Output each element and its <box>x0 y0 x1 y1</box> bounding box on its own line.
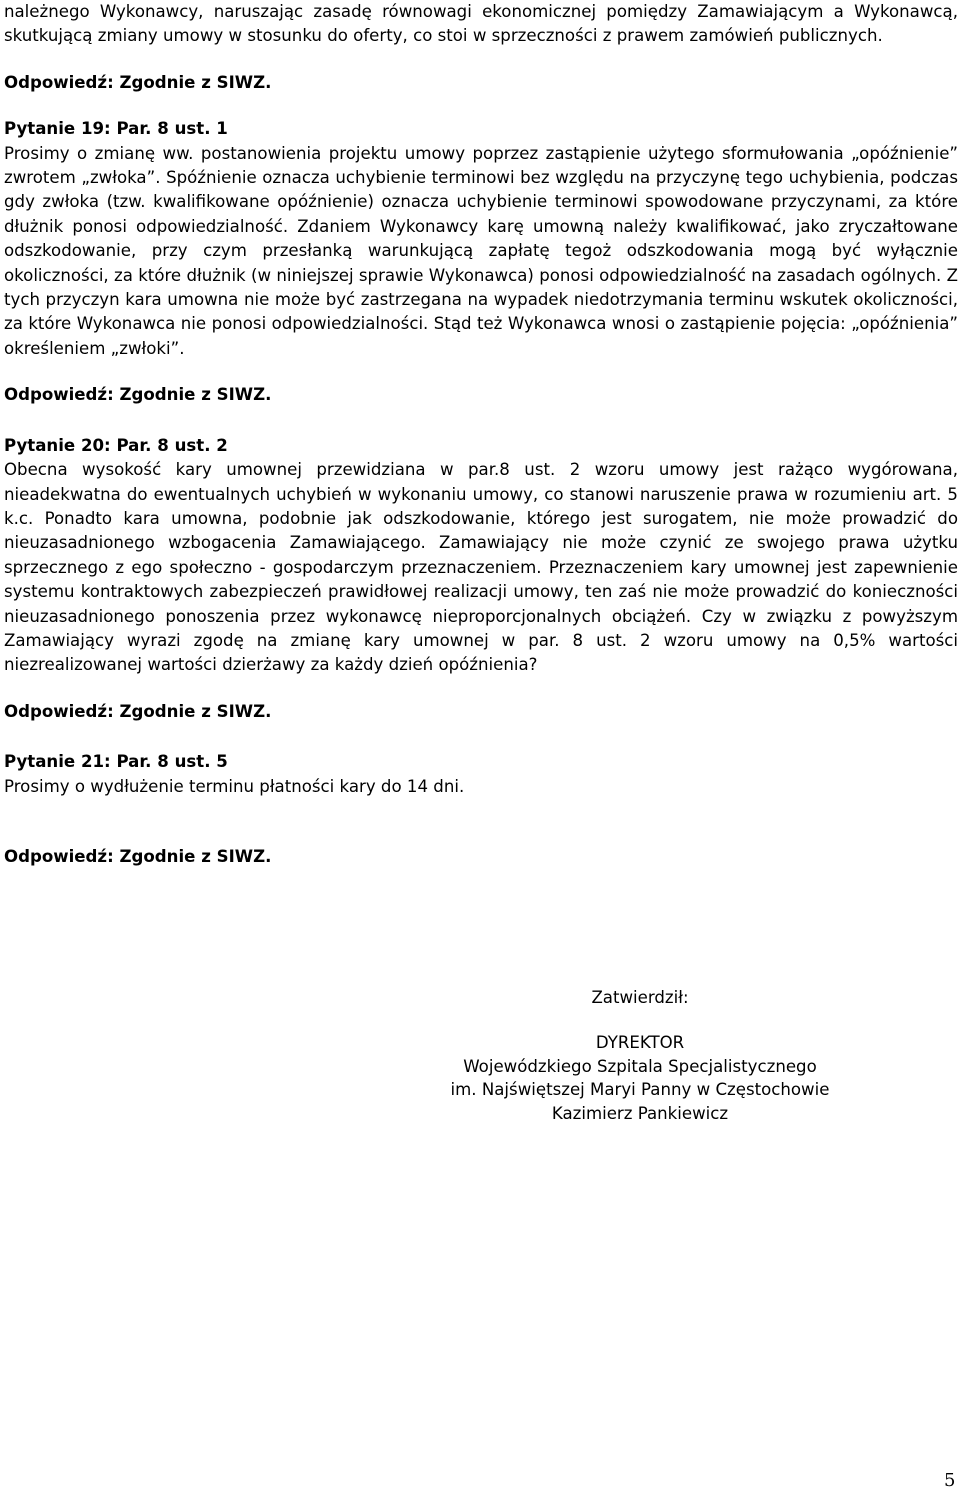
question-19-heading: Pytanie 19: Par. 8 ust. 1 <box>4 119 228 139</box>
signature-title: DYREKTOR <box>595 1033 685 1053</box>
question-19-answer: Odpowiedź: Zgodnie z SIWZ. <box>4 385 272 405</box>
signature-approved: Zatwierdził: <box>591 988 689 1007</box>
intro-answer: Odpowiedź: Zgodnie z SIWZ. <box>4 72 272 92</box>
question-20-heading: Pytanie 20: Par. 8 ust. 2 <box>4 435 228 455</box>
question-19-text: Prosimy o zmianę ww. postanowienia projektu umowy poprzez zastąpienie użytego sformułowania „opóźnienie” zwrotem „zwłoka”. Spóźnienie oznacza uchybienie terminowi bez względu na przyczynę tego uchybienia, podczas gdy zwłoka (tzw. kwalifikowane opóźnienie) oznacza uchybienie terminowi spowodowane przyczynami, za które dłużnik ponosi odpowiedzialność. Zdaniem Wykonawcy karę umowną należy kwalifikować, jako zryczałtowane odszkodowanie, przy czym przesłanką warunkującą zapłatę tegoż odszkodowania mogą być wyłącznie okoliczności, za które dłużnik (w niniejszej sprawie Wykonawca) ponosi odpowiedzialność na zasadach ogólnych. Z tych przyczyn kara umowna nie może być zastrzegana na wypadek niedotrzymania terminu wskutek okoliczności, za które Wykonawca nie ponosi odpowiedzialności. Stąd też Wykonawca wnosi o zastąpienie pojęcia: „opóźnienia” określeniem „zwłoki”. <box>4 143 958 358</box>
signature-institution-line1: Wojewódzkiego Szpitala Specjalistycznego <box>463 1056 817 1076</box>
question-21-heading: Pytanie 21: Par. 8 ust. 5 <box>4 752 228 772</box>
signature-block <box>440 986 840 1125</box>
document-page <box>4 0 958 869</box>
question-21-answer: Odpowiedź: Zgodnie z SIWZ. <box>4 846 272 866</box>
page-number: 5 <box>944 1470 956 1491</box>
question-20-answer: Odpowiedź: Zgodnie z SIWZ. <box>4 701 272 721</box>
intro-paragraph: należnego Wykonawcy, naruszając zasadę równowagi ekonomicznej pomiędzy Zamawiającym a Wykonawcą, skutkującą zmiany umowy w stosunku do oferty, co stoi w sprzeczności z prawem zamówień publicznych. <box>4 2 958 46</box>
signature-institution-line2: im. Najświętszej Maryi Panny w Częstochowie <box>450 1080 830 1100</box>
question-21-text: Prosimy o wydłużenie terminu płatności kary do 14 dni. <box>4 776 465 796</box>
signature-name: Kazimierz Pankiewicz <box>551 1103 729 1123</box>
question-20-text: Obecna wysokość kary umownej przewidziana w par.8 ust. 2 wzoru umowy jest rażąco wygórowana, nieadekwatna do ewentualnych uchybień w wykonaniu umowy, co stanowi naruszenie prawa w rozumieniu art. 5 k.c. Ponadto kara umowna, podobnie jak odszkodowanie, którego jest surogatem, nie może prowadzić do nieuzasadnionego wzbogacenia Zamawiającego. Zamawiający nie może czynić ze swojego prawa użytku sprzecznego z ego społeczno - gospodarczym przeznaczeniem. Przeznaczeniem kary umownej jest zapewnienie systemu kontraktowych zabezpieczeń prawidłowej realizacji umowy, ten zaś nie może prowadzić do konieczności nieuzasadnionego ponoszenia przez wykonawcę nieproporcjonalnych obciążeń. Czy w związku z powyższym Zamawiający wyrazi zgodę na zmianę kary umownej w par. 8 ust. 2 wzoru umowy na 0,5% wartości niezrealizowanej wartości dzierżawy za każdy dzień opóźnienia? <box>4 460 958 675</box>
